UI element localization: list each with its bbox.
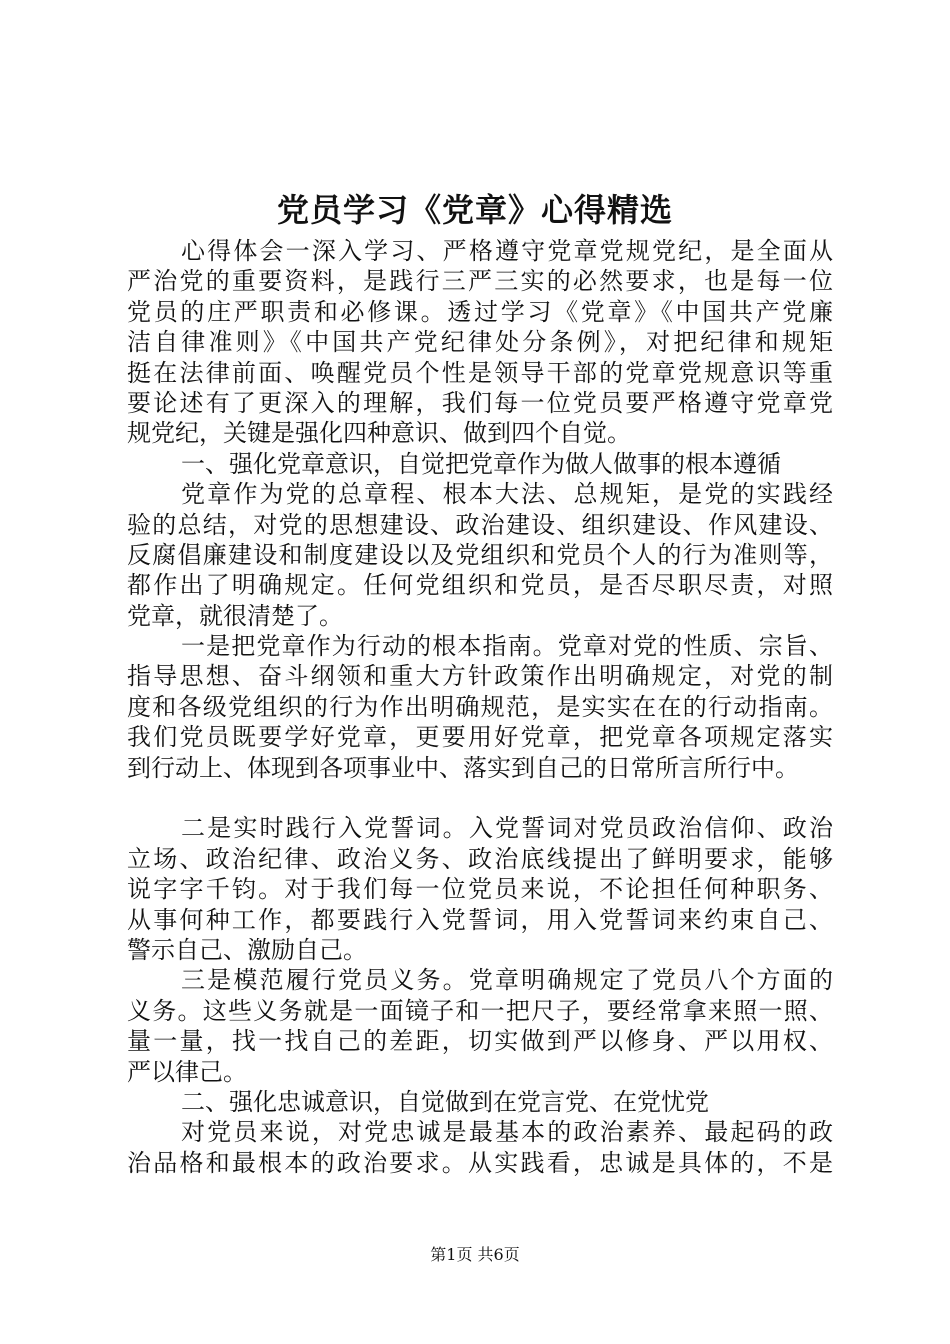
paragraph-line: 立场、政治纪律、政治义务、政治底线提出了鲜明要求，能够 xyxy=(127,844,833,873)
paragraph-line: 二是实时践行入党誓词。入党誓词对党员政治信仰、政治 xyxy=(181,814,833,843)
paragraph-line: 洁自律准则》《中国共产党纪律处分条例》，对把纪律和规矩 xyxy=(127,328,833,357)
paragraph-line: 说字字千钧。对于我们每一位党员来说，不论担任何种职务、 xyxy=(127,875,833,904)
paragraph-line: 我们党员既要学好党章，更要用好党章，把党章各项规定落实 xyxy=(127,723,833,752)
document-body xyxy=(127,236,833,1178)
paragraph xyxy=(127,631,833,813)
paragraph-line: 治品格和最根本的政治要求。从实践看，忠诚是具体的，不是 xyxy=(127,1148,833,1177)
paragraph xyxy=(127,479,833,631)
paragraph-line: 到行动上、体现到各项事业中、落实到自己的日常所言所行中。 xyxy=(127,753,799,782)
paragraph xyxy=(127,1087,833,1117)
paragraph-line: 要论述有了更深入的理解，我们每一位党员要严格遵守党章党 xyxy=(127,388,833,417)
paragraph-line: 都作出了明确规定。任何党组织和党员，是否尽职尽责，对照 xyxy=(127,571,833,600)
document-title: 党员学习《党章》心得精选 xyxy=(276,191,673,229)
paragraph xyxy=(127,236,833,449)
paragraph xyxy=(127,449,833,479)
paragraph-line: 严治党的重要资料，是践行三严三实的必然要求，也是每一位 xyxy=(127,267,833,296)
paragraph-line: 规党纪，关键是强化四种意识、做到四个自觉。 xyxy=(127,419,631,448)
paragraph-line: 一、强化党章意识，自觉把党章作为做人做事的根本遵循 xyxy=(181,449,781,478)
page-footer: 第1页 共6页 xyxy=(430,1245,520,1264)
paragraph-line: 严以律己。 xyxy=(127,1057,247,1086)
paragraph-line: 党章，就很清楚了。 xyxy=(127,601,343,630)
paragraph-line: 从事何种工作，都要践行入党誓词，用入党誓词来约束自己、 xyxy=(127,905,833,934)
paragraph-line: 挺在法律前面、唤醒党员个性是领导干部的党章党规意识等重 xyxy=(127,358,833,387)
paragraph-line: 反腐倡廉建设和制度建设以及党组织和党员个人的行为准则等， xyxy=(127,540,833,569)
paragraph-line: 党员的庄严职责和必修课。透过学习《党章》《中国共产党廉 xyxy=(127,297,833,326)
paragraph-line: 党章作为党的总章程、根本大法、总规矩，是党的实践经 xyxy=(181,480,833,509)
paragraph xyxy=(127,965,833,1087)
blank-line xyxy=(127,783,833,813)
paragraph-line: 对党员来说，对党忠诚是最基本的政治素养、最起码的政 xyxy=(181,1118,833,1147)
paragraph-line: 量一量，找一找自己的差距，切实做到严以修身、严以用权、 xyxy=(127,1027,833,1056)
paragraph-line: 义务。这些义务就是一面镜子和一把尺子，要经常拿来照一照、 xyxy=(127,996,833,1025)
paragraph-line: 度和各级党组织的行为作出明确规范，是实实在在的行动指南。 xyxy=(127,692,833,721)
paragraph xyxy=(127,1117,833,1178)
paragraph-line: 二、强化忠诚意识，自觉做到在党言党、在党忧党 xyxy=(181,1087,709,1116)
paragraph-line: 指导思想、奋斗纲领和重大方针政策作出明确规定，对党的制 xyxy=(127,662,833,691)
paragraph-line: 一是把党章作为行动的根本指南。党章对党的性质、宗旨、 xyxy=(181,632,833,661)
paragraph-line: 三是模范履行党员义务。党章明确规定了党员八个方面的 xyxy=(181,966,833,995)
paragraph-line: 警示自己、激励自己。 xyxy=(127,935,367,964)
paragraph-line: 心得体会一深入学习、严格遵守党章党规党纪，是全面从 xyxy=(181,237,833,265)
paragraph xyxy=(127,813,833,965)
paragraph-line: 验的总结，对党的思想建设、政治建设、组织建设、作风建设、 xyxy=(127,510,833,539)
